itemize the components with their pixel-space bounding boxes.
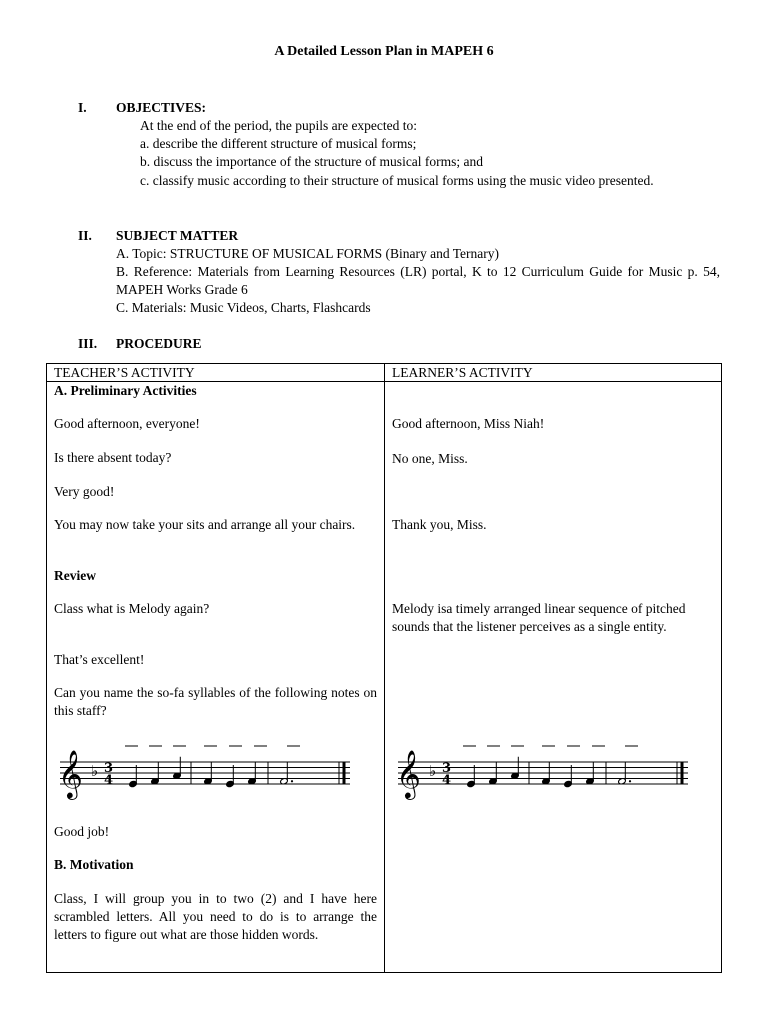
time-signature-top: 3 [442, 761, 452, 776]
learner-activity-content [392, 382, 714, 972]
objectives-number: I. [78, 100, 87, 115]
objectives-heading: OBJECTIVES: [116, 100, 207, 115]
subject-matter-heading: SUBJECT MATTER [116, 228, 239, 243]
teacher-very-good: Very good! [54, 484, 115, 499]
learner-absent-answer: No one, Miss. [392, 451, 468, 466]
teacher-melody-question: Class what is Melody again? [54, 601, 210, 616]
objective-item: b. discuss the importance of the structure of musical forms; and [140, 154, 484, 169]
learner-thanks: Thank you, Miss. [392, 517, 487, 532]
motivation-heading: B. Motivation [54, 857, 134, 872]
reference-line: B. Reference: Materials from Learning Resources (LR) portal, K to 12 Curriculum Guide for Music p. 54, MAPEH Works Grade 6 [116, 264, 720, 297]
materials-line: C. Materials: Music Videos, Charts, Flashcards [116, 300, 371, 315]
teacher-absent-question: Is there absent today? [54, 450, 172, 465]
teacher-sit-instruction: You may now take your sits and arrange all your chairs. [54, 517, 356, 532]
teacher-sofa-question: Can you name the so-fa syllables of the following notes on this staff? [54, 685, 377, 718]
teacher-column-header: TEACHER’S ACTIVITY [47, 364, 385, 382]
time-signature-bottom: 4 [104, 773, 114, 788]
treble-clef-icon: 𝄞 [396, 749, 421, 798]
treble-clef-icon: 𝄞 [58, 749, 83, 798]
procedure-heading: PROCEDURE [116, 336, 202, 351]
teacher-greeting: Good afternoon, everyone! [54, 416, 200, 431]
teacher-excellent: That’s excellent! [54, 652, 145, 667]
subject-matter-number: II. [78, 228, 92, 243]
music-staff [54, 740, 359, 802]
note-dot [291, 780, 293, 782]
preliminary-heading: A. Preliminary Activities [54, 383, 197, 398]
motivation-text: Class, I will group you in to two (2) and I have here scrambled letters. All you need to do is to arrange the letters to figure out what are those hidden words. [54, 891, 377, 942]
flat-icon: ♭ [429, 762, 437, 780]
learner-column-header: LEARNER’S ACTIVITY [385, 364, 722, 382]
music-staff [392, 740, 697, 802]
document-title: A Detailed Lesson Plan in MAPEH 6 [274, 44, 494, 59]
review-heading: Review [54, 568, 96, 583]
topic-line: A. Topic: STRUCTURE OF MUSICAL FORMS (Binary and Ternary) [116, 246, 499, 261]
procedure-table [46, 363, 722, 973]
learner-melody-answer: Melody isa timely arranged linear sequence of pitched sounds that the listener perceives as a single entity. [392, 601, 686, 634]
teacher-activity-cell [47, 382, 385, 973]
flat-icon: ♭ [91, 762, 99, 780]
objective-item: c. classify music according to their structure of musical forms using the music video presented. [140, 173, 654, 188]
objectives-intro: At the end of the period, the pupils are expected to: [140, 118, 418, 133]
procedure-number: III. [78, 336, 98, 351]
time-signature-bottom: 4 [442, 773, 452, 788]
teacher-good-job: Good job! [54, 824, 110, 839]
learner-activity-cell [385, 382, 722, 973]
learner-greeting: Good afternoon, Miss Niah! [392, 416, 545, 431]
objective-item: a. describe the different structure of musical forms; [140, 136, 417, 151]
time-signature-top: 3 [104, 761, 114, 776]
teacher-activity-content [54, 382, 377, 972]
note-dot [629, 780, 631, 782]
